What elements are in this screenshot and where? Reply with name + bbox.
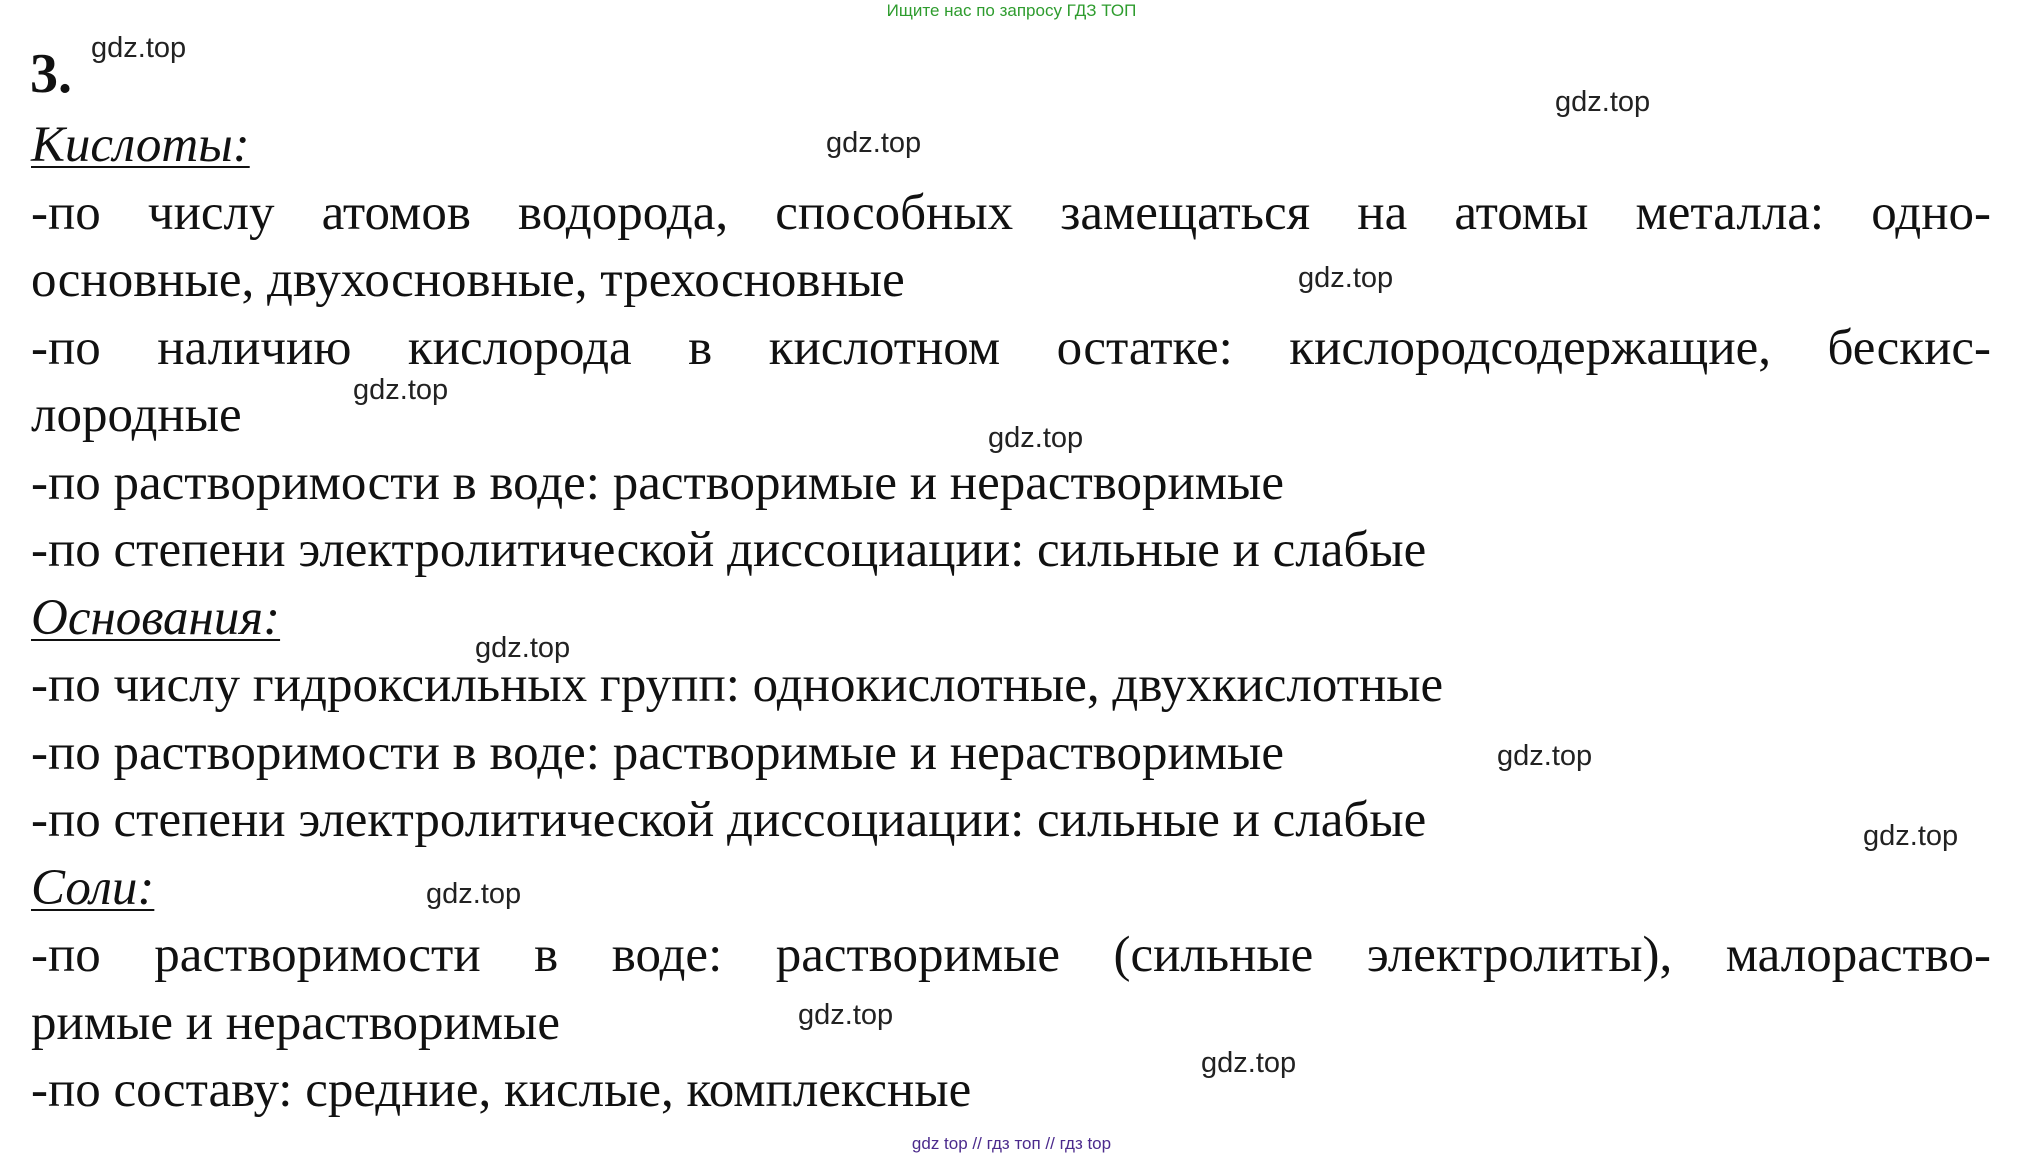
text-line: -по наличию кислорода в кислотном остатке: кислородсодержащие, бескис- — [31, 319, 1991, 376]
watermark: gdz.top — [1497, 740, 1593, 772]
watermark: gdz.top — [91, 32, 187, 64]
watermark: gdz.top — [426, 878, 522, 910]
watermark: gdz.top — [475, 632, 571, 664]
text-line: -по числу гидроксильных групп: однокислотные, двухкислотные — [31, 657, 1444, 713]
watermark: gdz.top — [798, 999, 894, 1031]
text-line: основные, двухосновные, трехосновные — [31, 252, 905, 308]
section-heading-bases: Основания: — [31, 589, 281, 646]
text-line: -по степени электролитической диссоциации: сильные и слабые — [31, 522, 1427, 578]
watermark: gdz.top — [1555, 86, 1651, 118]
watermark: gdz.top — [988, 422, 1084, 454]
text-line: -по растворимости в воде: растворимые и нерастворимые — [31, 454, 1284, 511]
answer-content — [31, 112, 1991, 1125]
text-line: -по составу: средние, кислые, комплексные — [31, 1062, 972, 1118]
section-heading-salts: Соли: — [31, 859, 155, 916]
text-line: -по числу атомов водорода, способных замещаться на атомы металла: одно- — [31, 184, 1991, 241]
text-line: лородные — [31, 387, 242, 443]
text-line: римые и нерастворимые — [31, 994, 560, 1051]
watermark: gdz.top — [1298, 262, 1394, 294]
footer-links: gdz top // гдз топ // гдз top — [911, 1134, 1112, 1153]
text-line: -по растворимости в воде: растворимые и нерастворимые — [31, 724, 1284, 781]
top-banner: Ищите нас по запросу ГДЗ ТОП — [886, 1, 1137, 20]
text-line: -по растворимости в воде: растворимые (сильные электролиты), малораство- — [31, 927, 1991, 983]
task-number: 3. — [30, 43, 72, 105]
text-line: -по степени электролитической диссоциации: сильные и слабые — [31, 792, 1427, 848]
watermark: gdz.top — [1201, 1047, 1297, 1079]
watermark: gdz.top — [353, 374, 449, 406]
watermark: gdz.top — [826, 127, 922, 159]
watermark: gdz.top — [1863, 820, 1959, 852]
section-heading-acids: Кислоты: — [31, 117, 250, 173]
